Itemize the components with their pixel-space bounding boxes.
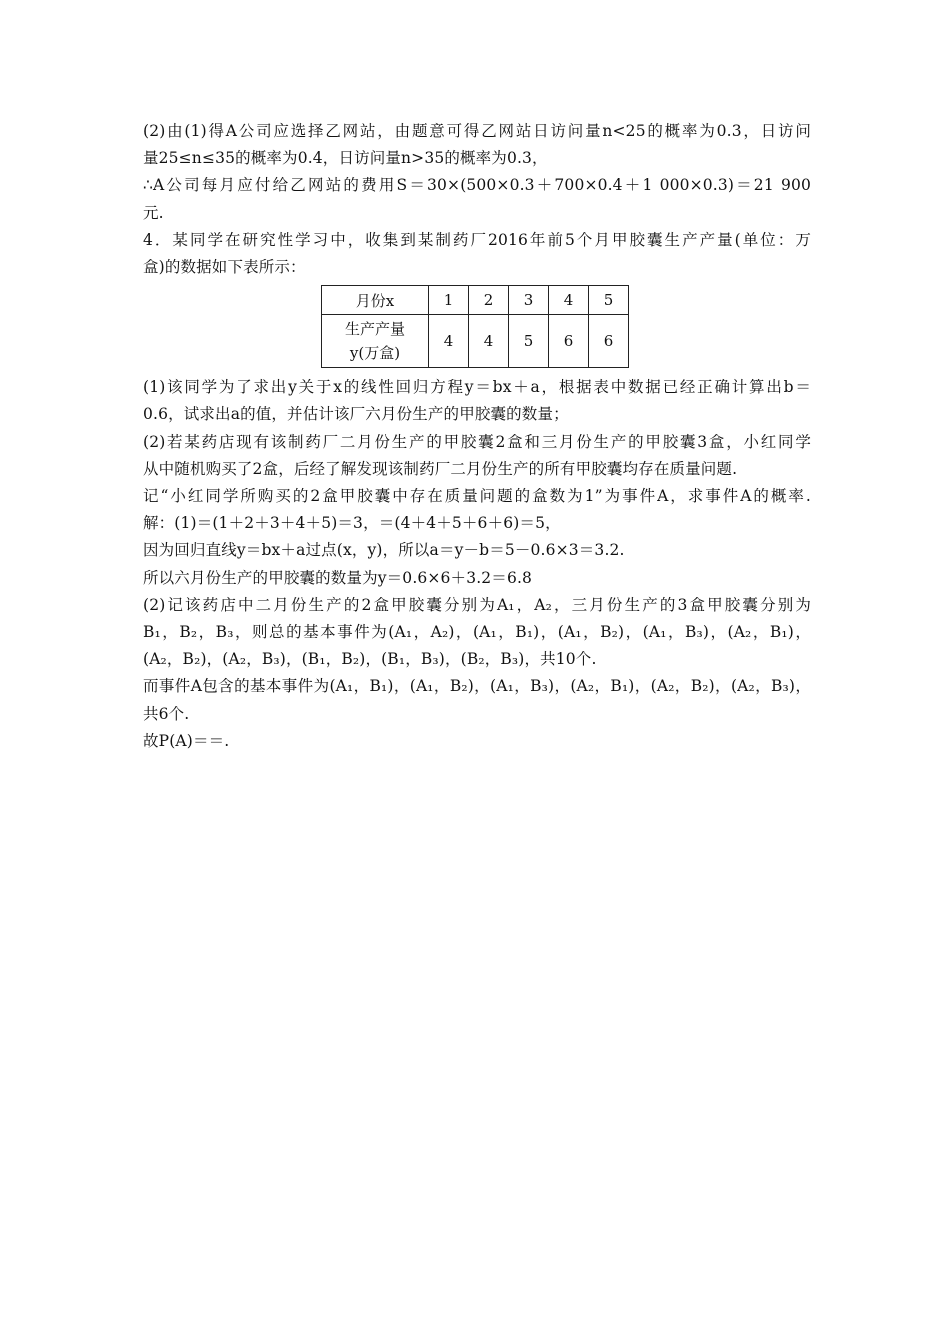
text-line: 盒)的数据如下表所示：: [143, 258, 306, 277]
table-cell: 1: [429, 286, 469, 315]
table-row: [322, 315, 629, 368]
table-row: [322, 286, 629, 315]
production-table: [321, 285, 629, 368]
text-line: (2)记该药店中二月份生产的2盒甲胶囊分别为A₁，A₂，三月份生产的3盒甲胶囊分别为: [143, 595, 811, 614]
text-line: 故P(A)＝＝.: [143, 731, 230, 750]
table-header-cell: 月份x: [322, 286, 429, 315]
table-cell: 5: [589, 286, 629, 315]
table-header-line: 生产产量: [344, 320, 405, 339]
text-line: 量25≤n≤35的概率为0.4，日访问量n>35的概率为0.3，: [143, 149, 548, 168]
table-header-line: y(万盒): [349, 344, 401, 363]
table-cell: 4: [549, 286, 589, 315]
table-cell: 3: [509, 286, 549, 315]
text-line: 0.6，试求出a的值，并估计该厂六月份生产的甲胶囊的数量；: [143, 405, 569, 424]
text-line: 因为回归直线y＝bx＋a过点(x，y)，所以a＝y－b＝5－0.6×3＝3.2.: [143, 541, 625, 560]
text-line: 元.: [143, 203, 164, 222]
text-line: 从中随机购买了2盒，后经了解发现该制药厂二月份生产的所有甲胶囊均存在质量问题.: [143, 459, 738, 478]
text-line: ∴A公司每月应付给乙网站的费用S＝30×(500×0.3＋700×0.4＋1 000×0.3)＝21 900: [143, 176, 811, 195]
table-cell: 5: [509, 315, 549, 368]
text-line: (2)若某药店现有该制药厂二月份生产的甲胶囊2盒和三月份生产的甲胶囊3盒，小红同学: [143, 432, 811, 451]
text-line: 所以六月份生产的甲胶囊的数量为y＝0.6×6＋3.2＝6.8: [143, 568, 533, 587]
table-cell: 4: [469, 315, 509, 368]
text-line: 4．某同学在研究性学习中，收集到某制药厂2016年前5个月甲胶囊生产产量(单位：万: [143, 230, 811, 249]
document-page: [143, 118, 811, 755]
text-line: 记“小红同学所购买的2盒甲胶囊中存在质量问题的盒数为1”为事件A，求事件A的概率.: [143, 487, 811, 506]
text-line: 共6个.: [143, 704, 190, 723]
data-table-wrapper: [321, 285, 811, 368]
text-line: (A₂，B₂)，(A₂，B₃)，(B₁，B₂)，(B₁，B₃)，(B₂，B₃)，共10个.: [143, 650, 597, 669]
text-line: (2)由(1)得A公司应选择乙网站，由题意可得乙网站日访问量n<25的概率为0.3，日访问: [143, 122, 811, 140]
table-cell: 6: [549, 315, 589, 368]
text-line: B₁，B₂，B₃，则总的基本事件为(A₁，A₂)，(A₁，B₁)，(A₁，B₂)，(A₁，B₃)，(A₂，B₁)，: [143, 623, 811, 642]
table-cell: 2: [469, 286, 509, 315]
text-line: 解：(1)＝(1＋2＋3＋4＋5)＝3，＝(4＋4＋5＋6＋6)＝5，: [143, 514, 561, 533]
text-line: 而事件A包含的基本事件为(A₁，B₁)，(A₁，B₂)，(A₁，B₃)，(A₂，B₁)，(A₂，B₂)，(A₂，B₃)，: [143, 677, 811, 696]
table-cell: 4: [429, 315, 469, 368]
text-line: (1)该同学为了求出y关于x的线性回归方程y＝bx＋a，根据表中数据已经正确计算出b＝: [143, 378, 811, 397]
table-cell: 6: [589, 315, 629, 368]
table-header-cell: [322, 315, 429, 368]
